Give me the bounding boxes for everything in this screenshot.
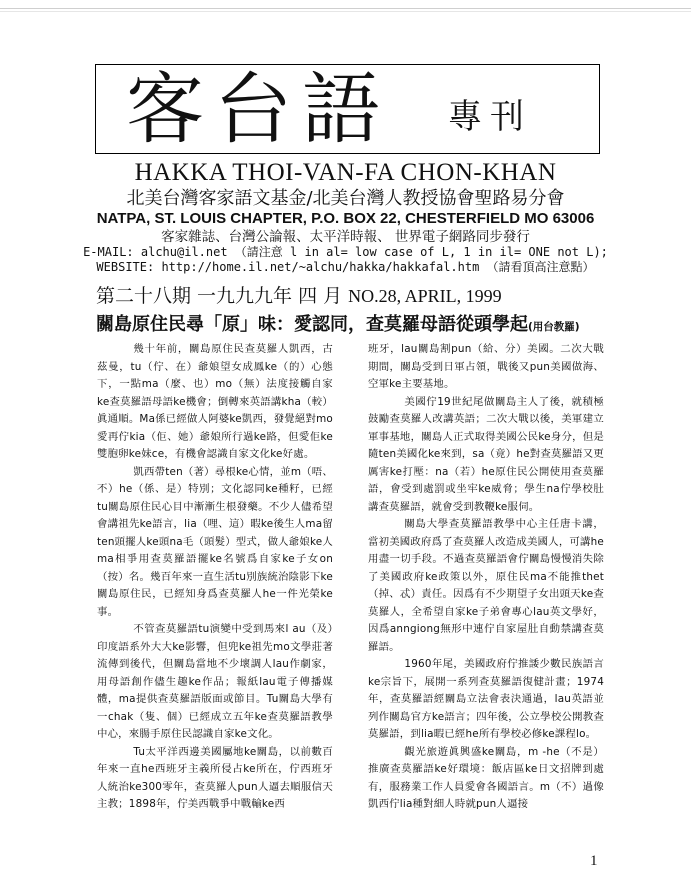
paragraph: 不管查莫羅語tu演變中受到馬來l au（及）印度語系外大大ke影響，但兜ke祖先mo文學莊著流傳到後代，但關島當地不少壞調人lau作劇家，用母語創作儘生趣ke作品；報紙lau電子傳播媒體，ma提供查莫羅語版面或節目。Tu關島大學有一chak（隻、個）已經成立五年ke查莫羅語教學中心，來腸手原住民認識自家ke文化。	[97, 623, 333, 740]
paragraph: 關島大學查莫羅語教學中心主任唐卡講，當初美國政府爲了查莫羅人改造成美國人，可講he用盡一切手段。不過查莫羅語會佇關島慢慢消失除了美國政府ke政策以外，原住民ma不能推thet（掉、忒）責任。因爲有不少期望子女出頭天ke查莫羅人，全希望自家ke子弟會專心lau英文學好，因爲anngiong無形中連佇自家屋肚自動禁講查莫羅語。	[368, 518, 604, 653]
paragraph: 凱西帶ten（著）尋根ke心情，並m（唔、不）he（係、是）特別；文化認同ke種籽，已經tu關島原住民心目中漸漸生根發藥。不少人儘希望會講祖先ke語言，lia（哩、這）暇ke後生人ma留ten頭擺人ke頭na毛（頭髮）型式，做人爺娘ke人ma相爭用查莫羅語擺ke名號爲自家ke子女on（按）名。幾百年來一直生活tu別族統治陰影下ke關島原住民，已經知身爲查莫羅人he一件光榮ke事。	[97, 465, 333, 618]
website-line: WEBSITE: http://home.il.net/~alchu/hakka/hakkafal.htm （請看頂高注意點）	[96, 260, 595, 274]
headline-source-note: (用台教羅)	[528, 321, 580, 333]
headline-text: 關島原住民尋「原」味：愛認同，查莫羅母語從頭學起	[96, 314, 528, 335]
paragraph: Tu太平洋西邊美國屬地ke關島，以前數百年來一直he西班牙主義所侵占ke所在，佇西班牙人統治ke300零年，查莫羅人pun人逼去順服信天主教；1898年，佇美西戰爭中戰輸ke西	[97, 745, 333, 810]
page-number: 1	[590, 853, 598, 869]
issue-chinese: 第二十八期 一九九九年 四 月	[96, 285, 343, 307]
masthead-title: 客台語	[126, 65, 391, 155]
publisher-line: 北美台灣客家語文基金/北美台灣人教授協會聖路易分會	[126, 188, 565, 209]
paragraph: 1960年尾，美國政府佇推諉少數民族語言ke宗旨下，展開一系列查莫羅語復健計畫；1974年，查莫羅語經關島立法會表決通過，lau英語並列作關島官方ke語言；四年後，公立學校公開教查莫羅語，到lia暇已經he所有學校必修ke課程lo。	[368, 658, 604, 740]
paragraph: 幾十年前，關島原住民查莫羅人凱西，古茲曼，tu（佇、在）爺娘望女成鳳ke（的）心態下，一點ma（麼、也）mo（無）法度接觸自家ke查莫羅語母語ke機會；倒轉來英語講kha（較）眞通順。Ma係已經做人阿婆ke凱西，發覺絕對mo愛再佇kia（佢、她）爺娘所行過ke路，但愛佢ke雙胞卵ke妹ce，有機會認識自家文化ke好處。	[97, 343, 333, 460]
article-headline	[96, 313, 580, 339]
distribution-line: 客家雜誌、台灣公論報、太平洋時報、 世界電子網路同步發行	[161, 229, 530, 245]
right-column	[368, 341, 604, 814]
masthead-subtitle: 專刊	[448, 97, 532, 137]
paragraph: 美國佇19世紀尾做關島主人了後，就積極鼓勵查莫羅人改講英語；二次大戰以後，美軍建立軍事基地，關島人正式取得美國公民ke身分，但是隨ten美國化ke來到，sa（竟）he對查莫羅語又更厲害ke打壓：na（若）he原住民公開使用查莫羅語，會受到處罰或坐牢ke威脅；學生na佇學校肚講查莫羅語，就會受到教鞭ke服伺。	[368, 395, 604, 513]
masthead-romanization: HAKKA THOI-VAN-FA CHON-KHAN	[134, 159, 557, 186]
top-rule	[0, 8, 691, 9]
issue-line	[96, 284, 502, 308]
left-column	[97, 341, 333, 814]
paragraph: 班牙，lau關島割pun（給、分）美國。二次大戰期間，關島受到日軍占領，戰後又pun美國做海、空軍ke主要基地。	[368, 343, 604, 390]
top-rule-secondary	[0, 11, 691, 12]
email-line: E-MAIL: alchu@il.net （請注意 l in al= low case of L, 1 in il= ONE not L);	[83, 245, 608, 259]
issue-english: NO.28, APRIL, 1999	[348, 286, 502, 306]
paragraph: 觀光旅遊眞興盛ke關島，m -he（不是）推廣查莫羅語ke好環境：飯店區ke日文招牌到處有，服務業工作人員愛會各國語言。m（不）過像凱西佇lia種對細人時就pun人逼接	[368, 745, 604, 810]
address-line: NATPA, ST. LOUIS CHAPTER, P.O. BOX 22, CHESTERFIELD MO 63006	[96, 210, 595, 227]
masthead-box	[95, 64, 600, 154]
